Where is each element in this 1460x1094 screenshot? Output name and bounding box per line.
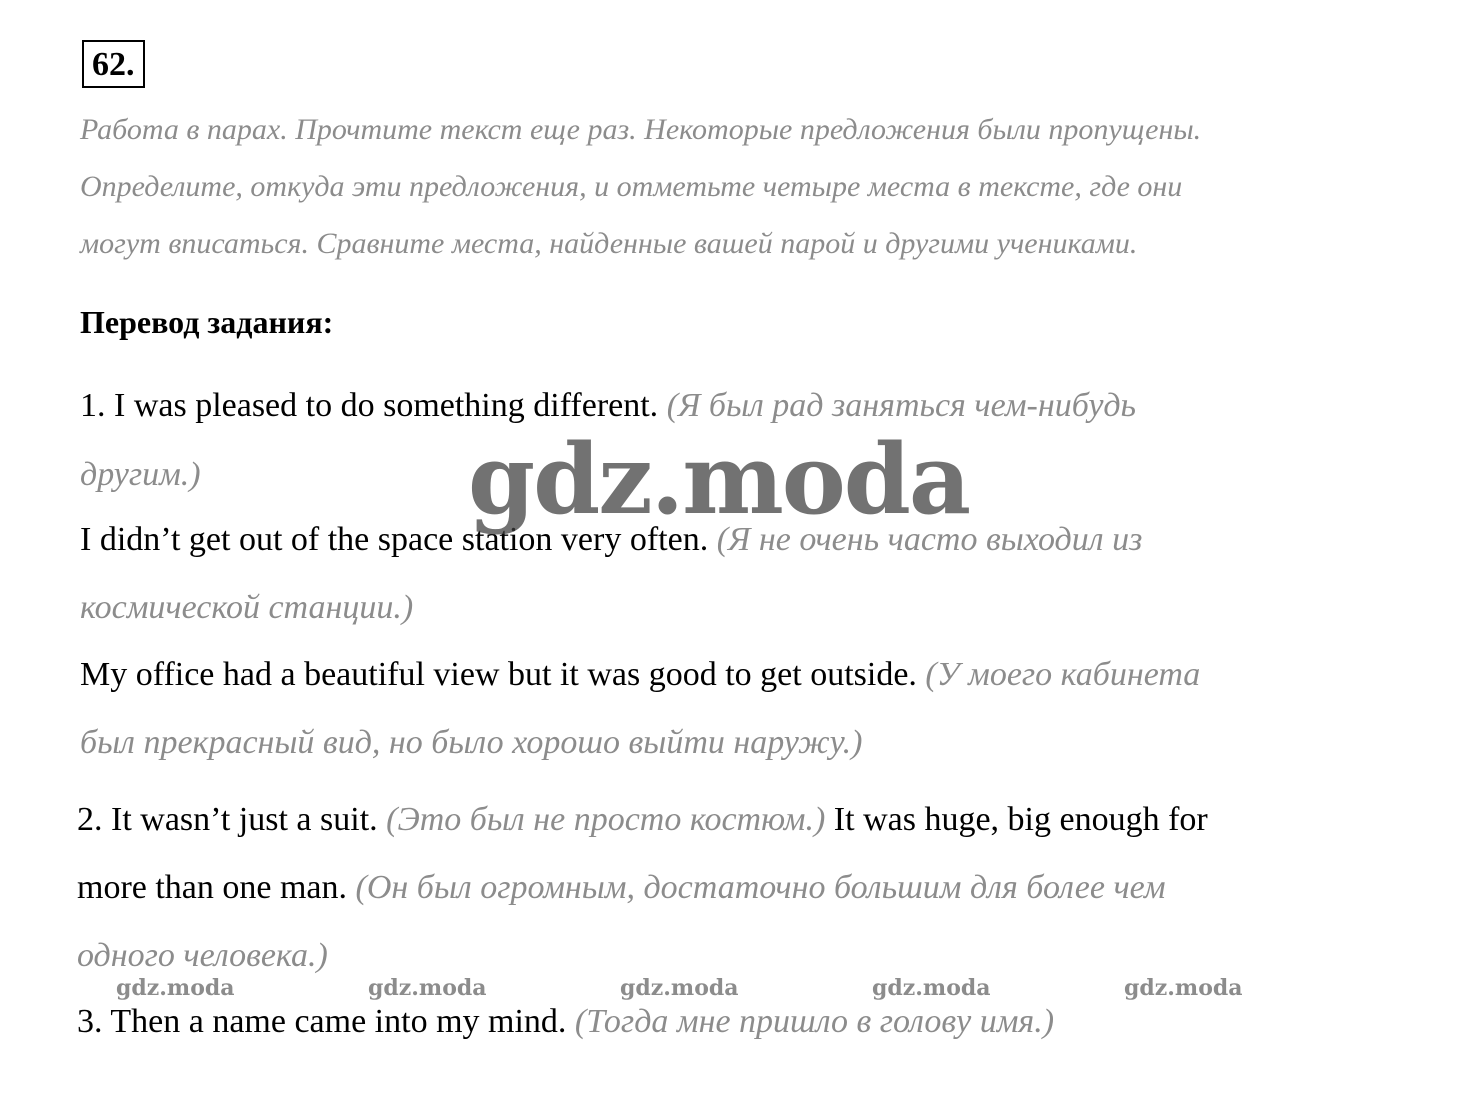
watermark-small: gdz.moda xyxy=(116,975,235,1001)
sentence-6-en: 3. Then a name came into my mind. xyxy=(77,1003,567,1040)
sentence-3 xyxy=(80,655,1200,695)
sentence-4 xyxy=(77,800,1208,840)
sentence-3-ru: (У моего кабинета xyxy=(925,656,1201,693)
sentence-2-ru: (Я не очень часто выходил из xyxy=(716,521,1143,558)
instruction-line-3: могут вписаться. Сравните места, найденные вашей парой и другими учениками. xyxy=(80,227,1138,260)
sentence-1-ru-cont: другим.) xyxy=(80,456,201,493)
sentence-2-ru-cont: космической станции.) xyxy=(80,589,414,626)
instruction-line-1: Работа в парах. Прочтите текст еще раз. Некоторые предложения были пропущены. xyxy=(80,113,1202,146)
sentence-2-en: I didn’t get out of the space station very often. xyxy=(80,521,709,558)
watermark-logo: gdz.moda xyxy=(468,423,970,536)
sentence-5-en: It was huge, big enough for xyxy=(833,801,1208,838)
watermark-small: gdz.moda xyxy=(1124,975,1243,1001)
sentence-1-ru: (Я был рад заняться чем-нибудь xyxy=(666,387,1137,424)
sentence-1-en: 1. I was pleased to do something different. xyxy=(80,387,659,424)
sentence-6-ru: (Тогда мне пришло в голову имя.) xyxy=(574,1003,1055,1040)
sentence-5 xyxy=(77,868,1166,908)
sentence-6 xyxy=(77,1002,1054,1042)
sentence-5-en-cont: more than one man. xyxy=(77,869,348,906)
watermark-small: gdz.moda xyxy=(620,975,739,1001)
sentence-1 xyxy=(80,386,1136,426)
sentence-5-ru-cont: одного человека.) xyxy=(77,937,328,974)
sentence-3-en: My office had a beautiful view but it was good to get outside. xyxy=(80,656,917,693)
watermark-small: gdz.moda xyxy=(872,975,991,1001)
instruction-line-2: Определите, откуда эти предложения, и отметьте четыре места в тексте, где они xyxy=(80,170,1183,203)
translation-heading: Перевод задания: xyxy=(80,304,334,340)
watermark-small: gdz.moda xyxy=(368,975,487,1001)
task-number: 62. xyxy=(82,40,145,88)
sentence-4-ru: (Это был не просто костюм.) xyxy=(386,801,826,838)
sentence-3-ru-cont: был прекрасный вид, но было хорошо выйти наружу.) xyxy=(80,724,863,761)
sentence-4-en: 2. It wasn’t just a suit. xyxy=(77,801,378,838)
sentence-5-ru: (Он был огромным, достаточно большим для более чем xyxy=(355,869,1166,906)
